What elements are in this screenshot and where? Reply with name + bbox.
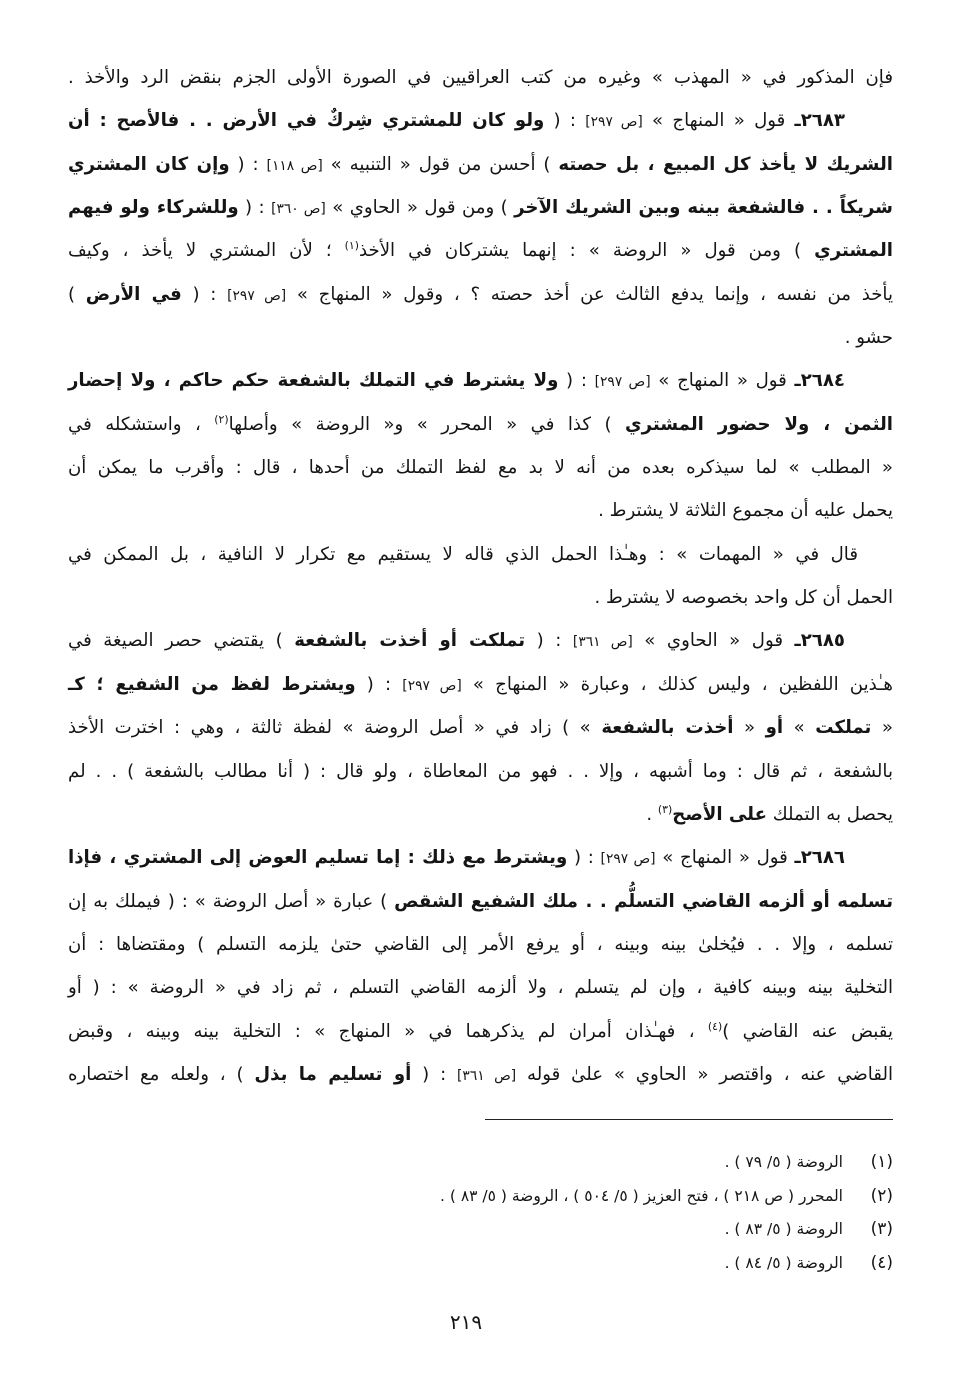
text-run: : (: [238, 197, 272, 219]
text-line: [68, 403, 893, 446]
footnote-text: المحرر ( ص ٢١٨ ) ، فتح العزيز ( ٥/ ٥٠٤ ) ، الروضة ( ٥/ ٨٣ ) .: [440, 1186, 843, 1205]
text-run: «: [871, 717, 893, 739]
emphasized-run: أو تسليم ما بذل: [254, 1063, 412, 1085]
emphasized-run: تسلمه أو ألزمه القاضي التسلُّم . . ملك الشفيع الشقص: [394, 890, 893, 912]
page-reference: [ص ١١٨]: [266, 157, 323, 174]
footnote-reference: (٤): [707, 1019, 723, 1033]
emphasized-run: أخذت بالشفعة: [601, 717, 734, 739]
page-number: ٢١٩: [449, 1310, 483, 1334]
line-content: [68, 619, 845, 662]
page-reference: [ص ٢٩٧]: [227, 287, 287, 304]
text-run: هـٰذين اللفظين ، وليس كذلك ، وعبارة « المنهاج »: [461, 673, 893, 695]
text-run: : (: [411, 1063, 458, 1085]
text-run: فإن المذكور في « المهذب » وغيره من كتب العراقيين في الصورة الأولى الجزم بنقض الرد والأخذ .: [68, 67, 893, 88]
line-content: [68, 143, 893, 186]
text-run: قول « المنهاج »: [642, 110, 795, 132]
emphasized-run: على الأصح: [672, 803, 767, 825]
footnote-reference: (٢): [214, 412, 229, 426]
footnote-text: الروضة ( ٥/ ٧٩ ) .: [724, 1153, 843, 1171]
text-run: «: [733, 717, 766, 739]
line-content: [68, 186, 893, 229]
emphasized-run: الشريك لا يأخذ كل المبيع ، بل حصته: [558, 153, 893, 175]
line-content: [68, 706, 893, 749]
line-content: [68, 533, 858, 576]
text-run: بالشفعة ، ثم قال : وما أشبهه ، وإلا . . فهو من المعاطاة ، ولو قال : ( أنا مطالب بالشفعة ) . . لم: [68, 760, 893, 782]
footnote-item: [68, 1146, 893, 1180]
text-run: يحمل عليه أن مجموع الثلاثة لا يشترط .: [598, 500, 893, 522]
emphasized-run: أو: [765, 717, 784, 739]
line-content: [68, 966, 893, 1009]
emphasized-run: تملكت: [815, 717, 872, 739]
text-run: القاضي عنه ، واقتصر « الحاوي » علىٰ قوله: [516, 1063, 893, 1085]
text-line: [68, 446, 893, 489]
text-line: [68, 229, 893, 272]
text-run: قول « المنهاج »: [650, 370, 795, 392]
text-line: [68, 880, 893, 923]
page-reference: [ص ٢٩٧]: [600, 851, 656, 868]
page-reference: [ص ٣٦١]: [572, 634, 633, 651]
text-run: قال في « المهمات » : وهـٰذا الحمل الذي قاله لا يستقيم مع تكرار لا النافية ، بل الممكن في: [68, 543, 858, 565]
emphasized-run: ٢٦٨٤ـ: [794, 370, 845, 392]
line-content: [68, 923, 893, 966]
emphasized-run: وللشركاء ولو فيهم: [68, 197, 239, 219]
text-run: ) ، ولعله مع اختصاره: [68, 1063, 255, 1085]
text-run: »: [783, 717, 816, 739]
text-run: يقبض عنه القاضي ): [722, 1020, 893, 1042]
text-run: ) كذا في « المحرر » و« الروضة » وأصلها: [228, 413, 625, 435]
page-reference: [ص ٢٩٧]: [585, 114, 643, 131]
line-content: [68, 750, 893, 793]
text-run: : (: [544, 110, 586, 132]
text-run: ) ومن قول « الروضة » : إنهما يشتركان في الأخذ: [358, 240, 815, 262]
emphasized-run: المشتري: [814, 240, 893, 262]
text-run: التخلية بينه وبينه كافية ، وإن لم يتسلم ، ولا ألزمه القاضي التسلم ، ثم زاد في « الروضة » : ( أو: [68, 977, 893, 999]
footnote-text: الروضة ( ٥/ ٨٣ ) .: [724, 1220, 843, 1239]
page-reference: [ص ٣٦١]: [457, 1067, 517, 1084]
page-reference: [ص ٢٩٧]: [594, 374, 651, 391]
text-run: ) عبارة « أصل الروضة » : ( فيملك به إن: [68, 890, 395, 912]
text-run: ؛ لأن المشتري لا يأخذ ، وكيف: [68, 240, 345, 262]
line-content: [68, 836, 845, 879]
line-content: [68, 880, 893, 923]
emphasized-run: ٢٦٨٥ـ: [794, 630, 845, 652]
line-content: [68, 99, 845, 142]
text-line: [68, 923, 893, 966]
text-line: [68, 966, 893, 1009]
text-line: [68, 836, 893, 879]
text-line: [68, 750, 893, 793]
emphasized-run: الثمن ، ولا حضور المشتري: [624, 413, 893, 435]
text-line: [68, 143, 893, 186]
page-text-body: [68, 56, 893, 1096]
text-line: [68, 533, 893, 576]
emphasized-run: ولو كان للمشتري شِركٌ في الأرض . . فالأصح : أن: [68, 110, 545, 132]
text-run: تسلمه ، وإلا . . فيُخلىٰ بينه وبينه ، أو يرفع الأمر إلى القاضي حتىٰ يلزمه التسلم ) ومقتضاها : أن: [68, 933, 893, 955]
footnote-text: الروضة ( ٥/ ٨٤ ) .: [724, 1254, 843, 1273]
emphasized-run: في الأرض: [85, 283, 182, 305]
line-content: [68, 229, 893, 272]
text-line: [68, 706, 893, 749]
text-line: [68, 1053, 893, 1096]
text-run: « المطلب » لما سيذكره بعده من أنه لا بد مع لفظ التملك من أحدها ، قال : وأقرب ما يمكن أن: [68, 457, 893, 479]
line-content: [595, 576, 893, 619]
footnote-reference: (٣): [657, 802, 673, 816]
footnote-item: [68, 1247, 893, 1281]
text-run: ، واستشكله في: [68, 413, 215, 435]
line-content: [68, 446, 893, 489]
text-run: يحصل به التملك: [766, 803, 893, 825]
footnote-item: [68, 1213, 893, 1247]
page-reference: [ص ٣٦٠]: [271, 201, 326, 218]
text-run: قول « الحاوي »: [632, 630, 795, 652]
text-line: [68, 359, 893, 402]
line-content: [68, 56, 893, 99]
text-line: [68, 1010, 893, 1053]
footnote-separator: [485, 1119, 893, 1120]
text-run: يأخذ من نفسه ، وإنما يدفع الثالث عن أخذ حصته ؟ ، وقول « المنهاج »: [286, 283, 893, 305]
text-run: ) أحسن من قول « التنبيه »: [322, 153, 559, 175]
emphasized-run: ٢٦٨٣ـ: [794, 110, 845, 132]
text-line: [68, 576, 893, 619]
text-run: » ) زاد في « أصل الروضة » لفظة ثالثة ، وهي : اخترت الأخذ: [68, 717, 602, 739]
line-content: [68, 1010, 893, 1053]
emphasized-run: ويشترط مع ذلك : إما تسليم العوض إلى المشتري ، فإذا: [67, 847, 568, 869]
footnote-marker: (١): [870, 1152, 893, 1172]
text-run: ) ومن قول « الحاوي »: [325, 197, 515, 219]
emphasized-run: شريكاً . . فالشفعة بينه وبين الشريك الآخر: [514, 197, 893, 219]
text-run: ) يقتضي حصر الصيغة في: [68, 630, 295, 652]
page-reference: [ص ٢٩٧]: [402, 677, 462, 694]
line-content: [68, 359, 845, 402]
line-content: [68, 273, 893, 316]
text-run: : (: [229, 153, 267, 175]
footnote-marker: (٤): [870, 1253, 893, 1274]
line-content: [598, 489, 893, 532]
text-run: .: [646, 803, 658, 825]
line-content: [845, 316, 893, 359]
line-content: [68, 663, 893, 706]
footnote-marker: (٢): [870, 1185, 893, 1206]
line-content: [68, 403, 893, 446]
text-line: [68, 56, 893, 99]
footnote-reference: (١): [344, 239, 359, 253]
text-line: [68, 619, 893, 662]
text-line: [68, 316, 893, 359]
line-content: [646, 793, 893, 836]
text-run: : (: [525, 630, 573, 652]
emphasized-run: وإن كان المشتري: [68, 153, 230, 175]
footnote-item: [68, 1180, 893, 1214]
text-run: : (: [355, 673, 403, 695]
text-line: [68, 793, 893, 836]
line-content: [68, 1053, 893, 1096]
footnote-marker: (٣): [870, 1219, 893, 1240]
emphasized-run: تملكت أو أخذت بالشفعة: [294, 630, 526, 652]
emphasized-run: ٢٦٨٦ـ: [794, 847, 845, 869]
text-line: [68, 99, 893, 142]
text-run: : (: [558, 370, 595, 392]
text-line: [68, 273, 893, 316]
text-run: : (: [567, 847, 601, 869]
text-run: حشو .: [844, 327, 893, 349]
text-line: [68, 186, 893, 229]
text-run: : (: [181, 283, 228, 305]
text-run: ): [68, 283, 86, 305]
text-line: [68, 489, 893, 532]
emphasized-run: ولا يشترط في التملك بالشفعة حكم حاكم ، ولا إحضار: [68, 370, 559, 392]
footnotes: [68, 1146, 893, 1281]
text-line: [68, 663, 893, 706]
text-run: الحمل أن كل واحد بخصوصه لا يشترط .: [594, 587, 893, 609]
emphasized-run: ويشترط لفظ من الشفيع ؛ كـ: [68, 673, 356, 695]
text-run: قول « المنهاج »: [655, 847, 795, 869]
text-run: ، فهـٰذان أمران لم يذكرهما في « المنهاج » : التخلية بينه وبينه ، وقبض: [68, 1020, 708, 1042]
